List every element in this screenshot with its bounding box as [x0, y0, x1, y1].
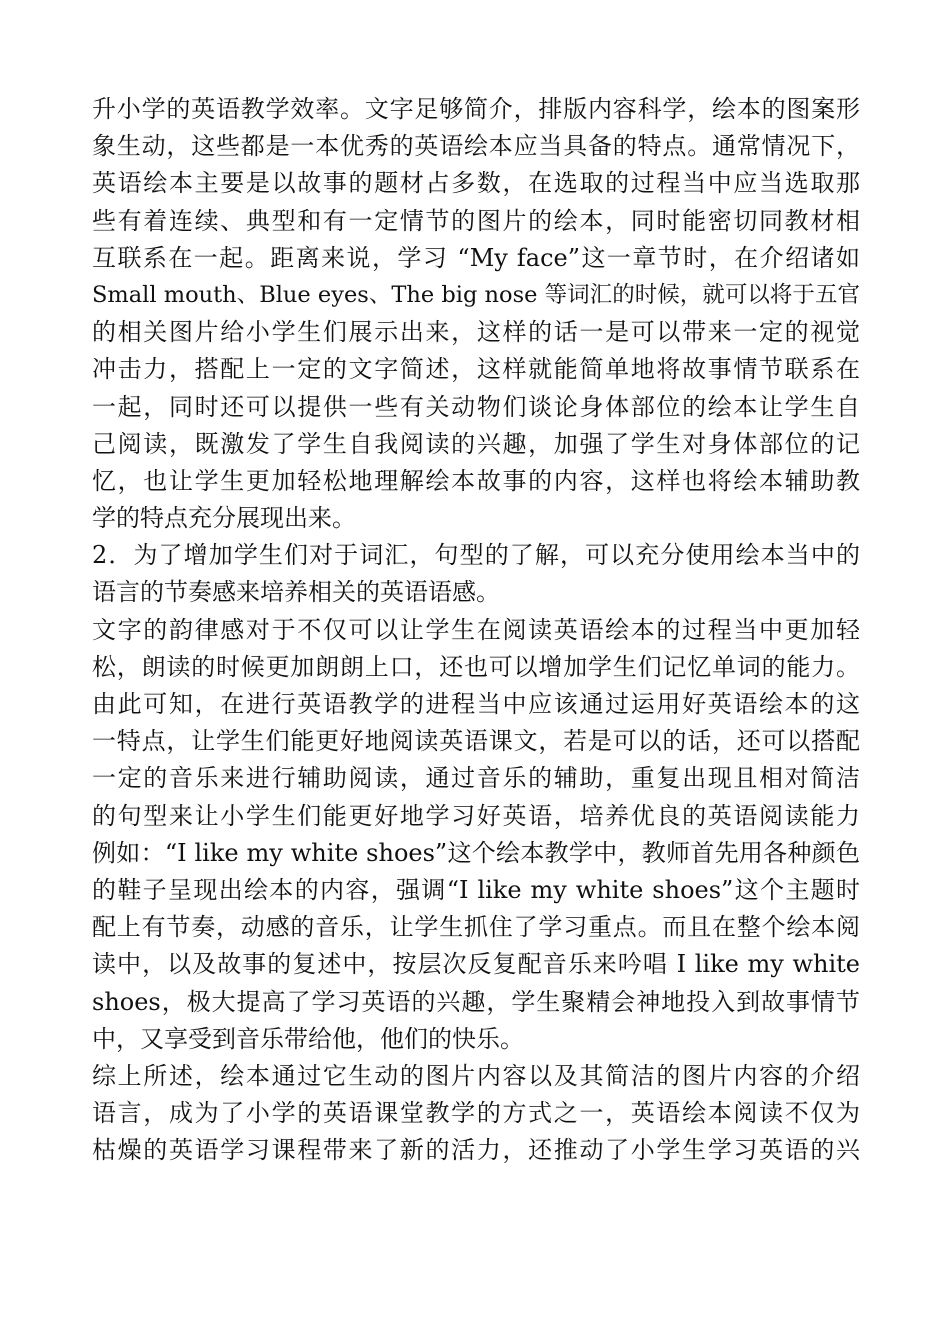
- text-line: 己阅读，既激发了学生自我阅读的兴趣，加强了学生对身体部位的记: [92, 429, 860, 458]
- text-line: 互联系在一起。距离来说，学习 “My face”这一章节时，在介绍诸如: [92, 243, 860, 272]
- text-line: 的句型来让小学生们能更好地学习好英语，培养优良的英语阅读能力: [92, 801, 860, 830]
- section-heading: 语言的节奏感来培养相关的英语语感。: [92, 578, 500, 607]
- text-line: 文字的韵律感对于不仅可以让学生在阅读英语绘本的过程当中更加轻: [92, 615, 860, 644]
- text-line: 配上有节奏，动感的音乐，让学生抓住了学习重点。而且在整个绘本阅: [92, 913, 860, 942]
- document-body: [92, 91, 860, 1169]
- text-line: 枯燥的英语学习课程带来了新的活力，还推动了小学生学习英语的兴: [92, 1136, 860, 1165]
- text-line: 语言，成为了小学的英语课堂教学的方式之一，英语绘本阅读不仅为: [92, 1099, 860, 1128]
- text-line: 象生动，这些都是一本优秀的英语绘本应当具备的特点。通常情况下，: [92, 132, 860, 161]
- text-line: 例如：“I like my white shoes”这个绘本教学中，教师首先用各种颜色: [92, 838, 860, 867]
- text-line: 学的特点充分展现出来。: [92, 504, 356, 533]
- text-line: 英语绘本主要是以故事的题材占多数，在选取的过程当中应当选取那: [92, 169, 860, 198]
- text-line: 升小学的英语教学效率。文字足够简介，排版内容科学，绘本的图案形: [92, 95, 860, 123]
- text-line: 些有着连续、典型和有一定情节的图片的绘本，同时能密切同教材相: [92, 206, 860, 235]
- text-line: 一定的音乐来进行辅助阅读，通过音乐的辅助，重复出现且相对简洁: [92, 764, 860, 793]
- text-line: 综上所述，绘本通过它生动的图片内容以及其简洁的图片内容的介绍: [92, 1061, 860, 1090]
- text-line: 一起，同时还可以提供一些有关动物们谈论身体部位的绘本让学生自: [92, 392, 860, 421]
- text-line: 松，朗读的时候更加朗朗上口，还也可以增加学生们记忆单词的能力。: [92, 652, 860, 681]
- text-line: 中，又享受到音乐带给他，他们的快乐。: [92, 1024, 524, 1053]
- text-line: 一特点，让学生们能更好地阅读英语课文，若是可以的话，还可以搭配: [92, 727, 860, 756]
- text-line: 忆，也让学生更加轻松地理解绘本故事的内容，这样也将绘本辅助教: [92, 466, 860, 495]
- text-line: Small mouth、Blue eyes、The big nose 等词汇的时候，就可以将于五官: [92, 281, 860, 308]
- text-line: 的相关图片给小学生们展示出来，这样的话一是可以带来一定的视觉: [92, 318, 860, 347]
- text-line: shoes，极大提高了学习英语的兴趣，学生聚精会神地投入到故事情节: [92, 987, 860, 1016]
- text-line: 读中，以及故事的复述中，按层次反复配音乐来吟唱 I like my white: [92, 950, 860, 979]
- section-heading: 2．为了增加学生们对于词汇，句型的了解，可以充分使用绘本当中的: [92, 541, 860, 570]
- text-line: 由此可知，在进行英语教学的进程当中应该通过运用好英语绘本的这: [92, 690, 860, 718]
- text-line: 的鞋子呈现出绘本的内容，强调“I like my white shoes”这个主题时: [92, 875, 860, 904]
- text-line: 冲击力，搭配上一定的文字简述，这样就能简单地将故事情节联系在: [92, 355, 860, 384]
